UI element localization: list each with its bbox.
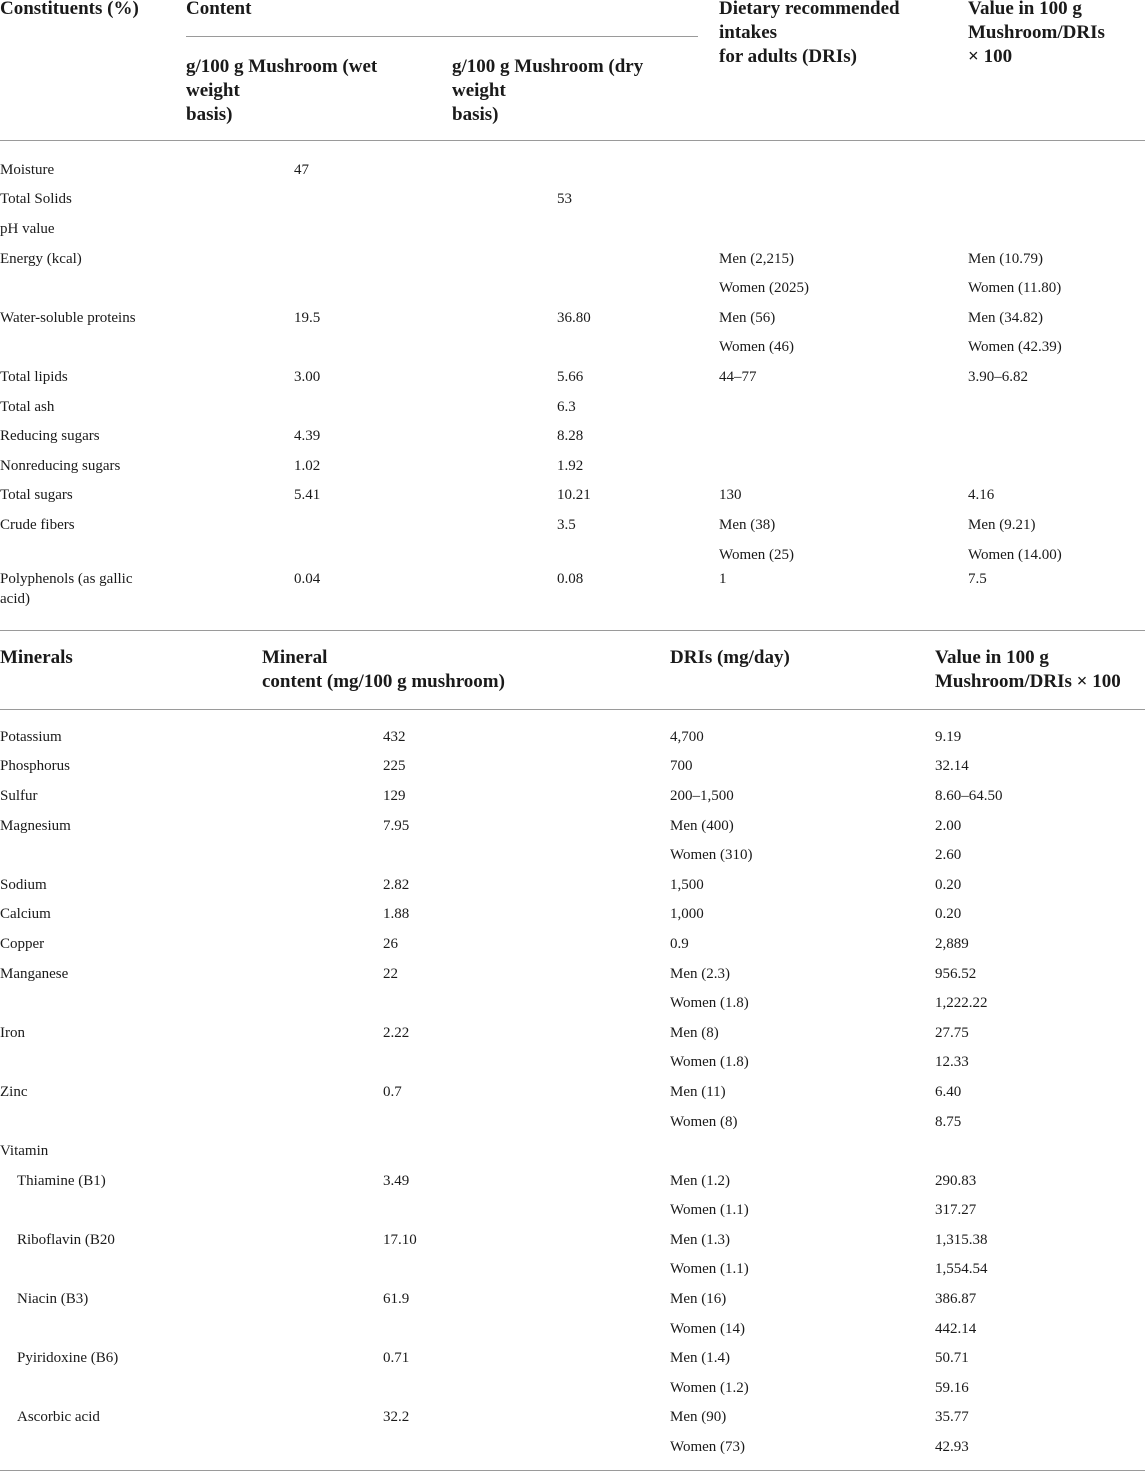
header-mineral-dri: DRIs (mg/day) [670,647,790,668]
mineral-content [383,1136,670,1166]
table-row [0,1136,1145,1166]
mineral-ratio: 0.20 [935,876,962,893]
mineral-name [0,1314,383,1344]
dri-value: 1 [719,571,727,588]
mineral-dri: 200–1,500 [670,787,734,804]
mineral-dri: Men (1.4) [670,1350,730,1367]
constituent-name: Total Solids [0,191,72,208]
mineral-ratio: 956.52 [935,965,977,982]
ratio-value: Women (42.39) [968,339,1062,356]
mineral-content: 61.9 [383,1291,410,1308]
composition-bottom-rule [0,630,1145,631]
mineral-dri: Women (73) [670,1439,746,1456]
table-row [0,1018,1145,1048]
dri-value [719,185,968,215]
mineral-dri: Men (1.3) [670,1231,730,1248]
header-dri [719,0,900,69]
mineral-ratio: 0.20 [935,906,962,923]
mineral-dri: 700 [670,758,693,775]
ratio-value [968,451,1145,481]
dry-value [557,244,719,274]
mineral-ratio: 12.33 [935,1054,969,1071]
ratio-value: 3.90–6.82 [968,368,1028,385]
mineral-name [0,1373,383,1403]
mineral-ratio: 42.93 [935,1439,969,1456]
mineral-dri: Women (1.2) [670,1379,749,1396]
mineral-dri: Men (8) [670,1024,719,1041]
mineral-content [383,1196,670,1226]
mineral-dri: Women (1.8) [670,995,749,1012]
mineral-ratio [935,1136,1145,1166]
mineral-name [0,1196,383,1226]
mineral-name [0,1048,383,1078]
dri-value: 44–77 [719,368,757,385]
wet-value: 3.00 [294,368,321,385]
wet-value [294,510,557,540]
mineral-ratio: 6.40 [935,1083,962,1100]
mineral-ratio: 2.00 [935,817,962,834]
header-mineral-value [935,646,1121,694]
mineral-ratio: 8.60–64.50 [935,787,1003,804]
constituent-name-line1: Polyphenols (as gallic [0,571,133,588]
constituent-name: Total lipids [0,368,68,385]
table-row [0,155,1145,185]
mineral-content [383,840,670,870]
constituent-name: Energy (kcal) [0,250,82,267]
table-row [0,988,1145,1018]
mineral-content [383,1048,670,1078]
table-row [0,1225,1145,1255]
mineral-ratio: 9.19 [935,728,962,745]
dri-value: Men (38) [719,516,776,533]
composition-rows [0,155,1145,613]
mineral-name: Sodium [0,876,47,893]
mineral-content: 432 [383,728,406,745]
constituent-name-line2: acid) [0,591,30,608]
mineral-dri: 0.9 [670,935,689,952]
table-row [0,959,1145,989]
mineral-name: Sulfur [0,787,38,804]
header-dry-weight [452,55,643,127]
mineral-content: 0.71 [383,1350,410,1367]
mineral-dri: Women (14) [670,1320,746,1337]
header-mineral-value-line2: Mushroom/DRIs × 100 [935,671,1121,692]
table-row [0,1196,1145,1226]
dri-value: Women (25) [719,546,795,563]
mineral-name: Riboflavin (B20 [17,1231,115,1248]
mineral-name [0,1107,383,1137]
mineral-ratio: 1,222.22 [935,995,988,1012]
table-row [0,1432,1145,1462]
wet-value: 5.41 [294,487,321,504]
header-dri-line3: for adults (DRIs) [719,46,857,67]
header-dry-line3: basis) [452,104,499,125]
mineral-dri: Women (1.1) [670,1261,749,1278]
mineral-content: 32.2 [383,1409,410,1426]
mineral-ratio: 2,889 [935,935,969,952]
mineral-content [383,1373,670,1403]
ratio-value [968,421,1145,451]
mineral-dri: Women (310) [670,847,753,864]
constituent-name: Nonreducing sugars [0,457,121,474]
header-value-line2: Mushroom/DRIs [968,22,1105,43]
dri-value [719,421,968,451]
table-row [0,1314,1145,1344]
mineral-ratio: 59.16 [935,1379,969,1396]
mineral-name: Manganese [0,965,69,982]
dri-value [719,155,968,185]
content-header-divider [186,36,698,37]
constituent-name [0,333,294,363]
dry-value: 10.21 [557,487,591,504]
mineral-name [0,1255,383,1285]
mineral-dri: 4,700 [670,728,704,745]
ratio-value: Men (10.79) [968,250,1043,267]
mineral-content: 2.22 [383,1024,410,1041]
table-row [0,333,1145,363]
mineral-ratio: 317.27 [935,1202,977,1219]
mineral-content: 3.49 [383,1172,410,1189]
constituent-name [0,273,294,303]
ratio-value: 4.16 [968,487,995,504]
table-row [0,1403,1145,1433]
table-row [0,1048,1145,1078]
table-row [0,722,1145,752]
minerals-header-rule [0,709,1145,710]
ratio-value: 7.5 [968,571,987,588]
mineral-dri: 1,000 [670,906,704,923]
wet-value [294,273,557,303]
table-row [0,303,1145,333]
dry-value [557,155,719,185]
table-row [0,929,1145,959]
header-mineral-content [262,646,505,694]
dry-value [557,273,719,303]
mineral-dri: Women (8) [670,1113,738,1130]
table-row [0,569,1145,613]
constituent-name: Moisture [0,161,55,178]
wet-value [294,540,557,570]
dri-value: Women (46) [719,339,795,356]
dri-value: Women (2025) [719,280,810,297]
table-row [0,451,1145,481]
table-row [0,1255,1145,1285]
mineral-ratio: 442.14 [935,1320,977,1337]
dry-value: 8.28 [557,428,584,445]
mineral-name: Pyiridoxine (B6) [17,1350,119,1367]
ratio-value: Women (14.00) [968,546,1062,563]
table-row [0,244,1145,274]
table-row [0,1373,1145,1403]
mineral-name: Thiamine (B1) [17,1172,106,1189]
table-row [0,214,1145,244]
header-dry-line2: weight [452,80,506,101]
mineral-content: 225 [383,758,406,775]
constituent-name: Total sugars [0,487,73,504]
mineral-dri: Men (2.3) [670,965,730,982]
table-row [0,781,1145,811]
minerals-table [0,722,1145,1462]
mineral-ratio: 1,315.38 [935,1231,988,1248]
mineral-dri: Women (1.1) [670,1202,749,1219]
mineral-dri: Men (16) [670,1291,727,1308]
table-row [0,1284,1145,1314]
header-wet-line3: basis) [186,104,233,125]
constituent-name [0,540,294,570]
mineral-dri: Men (11) [670,1083,726,1100]
header-dry-line1: g/100 g Mushroom (dry [452,56,644,77]
table-row [0,1077,1145,1107]
composition-header-rule [0,140,1145,141]
mineral-name: Phosphorus [0,758,71,775]
dry-value [557,333,719,363]
header-value-line3: × 100 [968,46,1013,67]
mineral-name [0,1432,383,1462]
mineral-name: Potassium [0,728,62,745]
mineral-content [383,1314,670,1344]
table-row [0,362,1145,392]
mineral-content [383,1255,670,1285]
table-row [0,392,1145,422]
table-row [0,273,1145,303]
mineral-content: 2.82 [383,876,410,893]
mineral-content: 22 [383,965,398,982]
ratio-value: Men (9.21) [968,516,1036,533]
ratio-value [968,185,1145,215]
constituent-name: Crude fibers [0,516,75,533]
constituent-name: Total ash [0,398,55,415]
table-row [0,510,1145,540]
dry-value: 6.3 [557,398,576,415]
dry-value: 36.80 [557,309,591,326]
mineral-content: 26 [383,935,398,952]
ratio-value: Men (34.82) [968,309,1043,326]
dry-value: 0.08 [557,571,584,588]
mineral-name: Copper [0,935,45,952]
dri-value: Men (2,215) [719,250,794,267]
table-row [0,900,1145,930]
table-row [0,1166,1145,1196]
mineral-ratio: 386.87 [935,1291,977,1308]
wet-value: 19.5 [294,309,321,326]
mineral-dri: Men (1.2) [670,1172,730,1189]
wet-value [294,214,557,244]
wet-value: 1.02 [294,457,321,474]
mineral-dri: Men (400) [670,817,734,834]
minerals-bottom-rule [0,1470,1145,1471]
dry-value: 1.92 [557,457,584,474]
ratio-value [968,392,1145,422]
mineral-ratio: 1,554.54 [935,1261,988,1278]
table-row [0,870,1145,900]
table-row [0,811,1145,841]
mineral-dri: 1,500 [670,876,704,893]
mineral-ratio: 290.83 [935,1172,977,1189]
ratio-value: Women (11.80) [968,280,1062,297]
mineral-content: 7.95 [383,817,410,834]
mineral-name: Calcium [0,906,51,923]
dry-value: 5.66 [557,368,584,385]
table-row [0,752,1145,782]
table-row [0,1107,1145,1137]
header-constituents: Constituents (%) [0,0,139,19]
wet-value [294,244,557,274]
header-content: Content [186,0,252,19]
wet-value: 47 [294,161,309,178]
mineral-rows [0,722,1145,1462]
dry-value: 3.5 [557,516,576,533]
mineral-ratio: 35.77 [935,1409,969,1426]
constituent-name: Reducing sugars [0,428,100,445]
table-row [0,840,1145,870]
table-row [0,421,1145,451]
dri-value: Men (56) [719,309,776,326]
mineral-content: 1.88 [383,906,410,923]
mineral-content [383,1432,670,1462]
constituent-name [0,569,294,613]
mineral-name: Vitamin [0,1143,49,1160]
mineral-name: Iron [0,1024,25,1041]
mineral-ratio: 8.75 [935,1113,962,1130]
mineral-dri: Men (90) [670,1409,727,1426]
header-wet-line1: g/100 g Mushroom (wet [186,56,378,77]
header-value-line1: Value in 100 g [968,0,1082,19]
mineral-content [383,1107,670,1137]
mineral-ratio: 27.75 [935,1024,969,1041]
header-mineral-content-line1: Mineral [262,647,328,668]
dri-value [719,214,968,244]
dri-value: 130 [719,487,742,504]
mineral-content: 17.10 [383,1231,417,1248]
mineral-dri [670,1136,935,1166]
wet-value: 4.39 [294,428,321,445]
header-dri-line2: intakes [719,22,778,43]
mineral-ratio: 2.60 [935,847,962,864]
mineral-name [0,988,383,1018]
mineral-ratio: 50.71 [935,1350,969,1367]
mineral-name [0,840,383,870]
mineral-name: Niacin (B3) [17,1291,89,1308]
table-row [0,481,1145,511]
dri-value [719,392,968,422]
ratio-value [968,155,1145,185]
composition-table [0,155,1145,613]
table-row [0,540,1145,570]
header-mineral-content-line2: content (mg/100 g mushroom) [262,671,505,692]
dry-value [557,214,719,244]
ratio-value [968,214,1145,244]
table-row [0,1343,1145,1373]
wet-value [294,333,557,363]
wet-value [294,392,557,422]
header-value [968,0,1105,69]
header-wet-weight [186,55,377,127]
mineral-content [383,988,670,1018]
constituent-name: pH value [0,220,55,237]
mineral-name: Magnesium [0,817,71,834]
mineral-content: 129 [383,787,406,804]
mineral-ratio: 32.14 [935,758,969,775]
mineral-content: 0.7 [383,1083,402,1100]
wet-value: 0.04 [294,571,321,588]
dry-value [557,540,719,570]
header-minerals: Minerals [0,647,73,668]
header-wet-line2: weight [186,80,240,101]
constituent-name: Water-soluble proteins [0,309,136,326]
mineral-name: Ascorbic acid [17,1409,100,1426]
dri-value [719,451,968,481]
dry-value: 53 [557,191,572,208]
mineral-dri: Women (1.8) [670,1054,749,1071]
mineral-name: Zinc [0,1083,28,1100]
header-dri-line1: Dietary recommended [719,0,900,19]
header-mineral-value-line1: Value in 100 g [935,647,1049,668]
table-row [0,185,1145,215]
wet-value [294,185,557,215]
